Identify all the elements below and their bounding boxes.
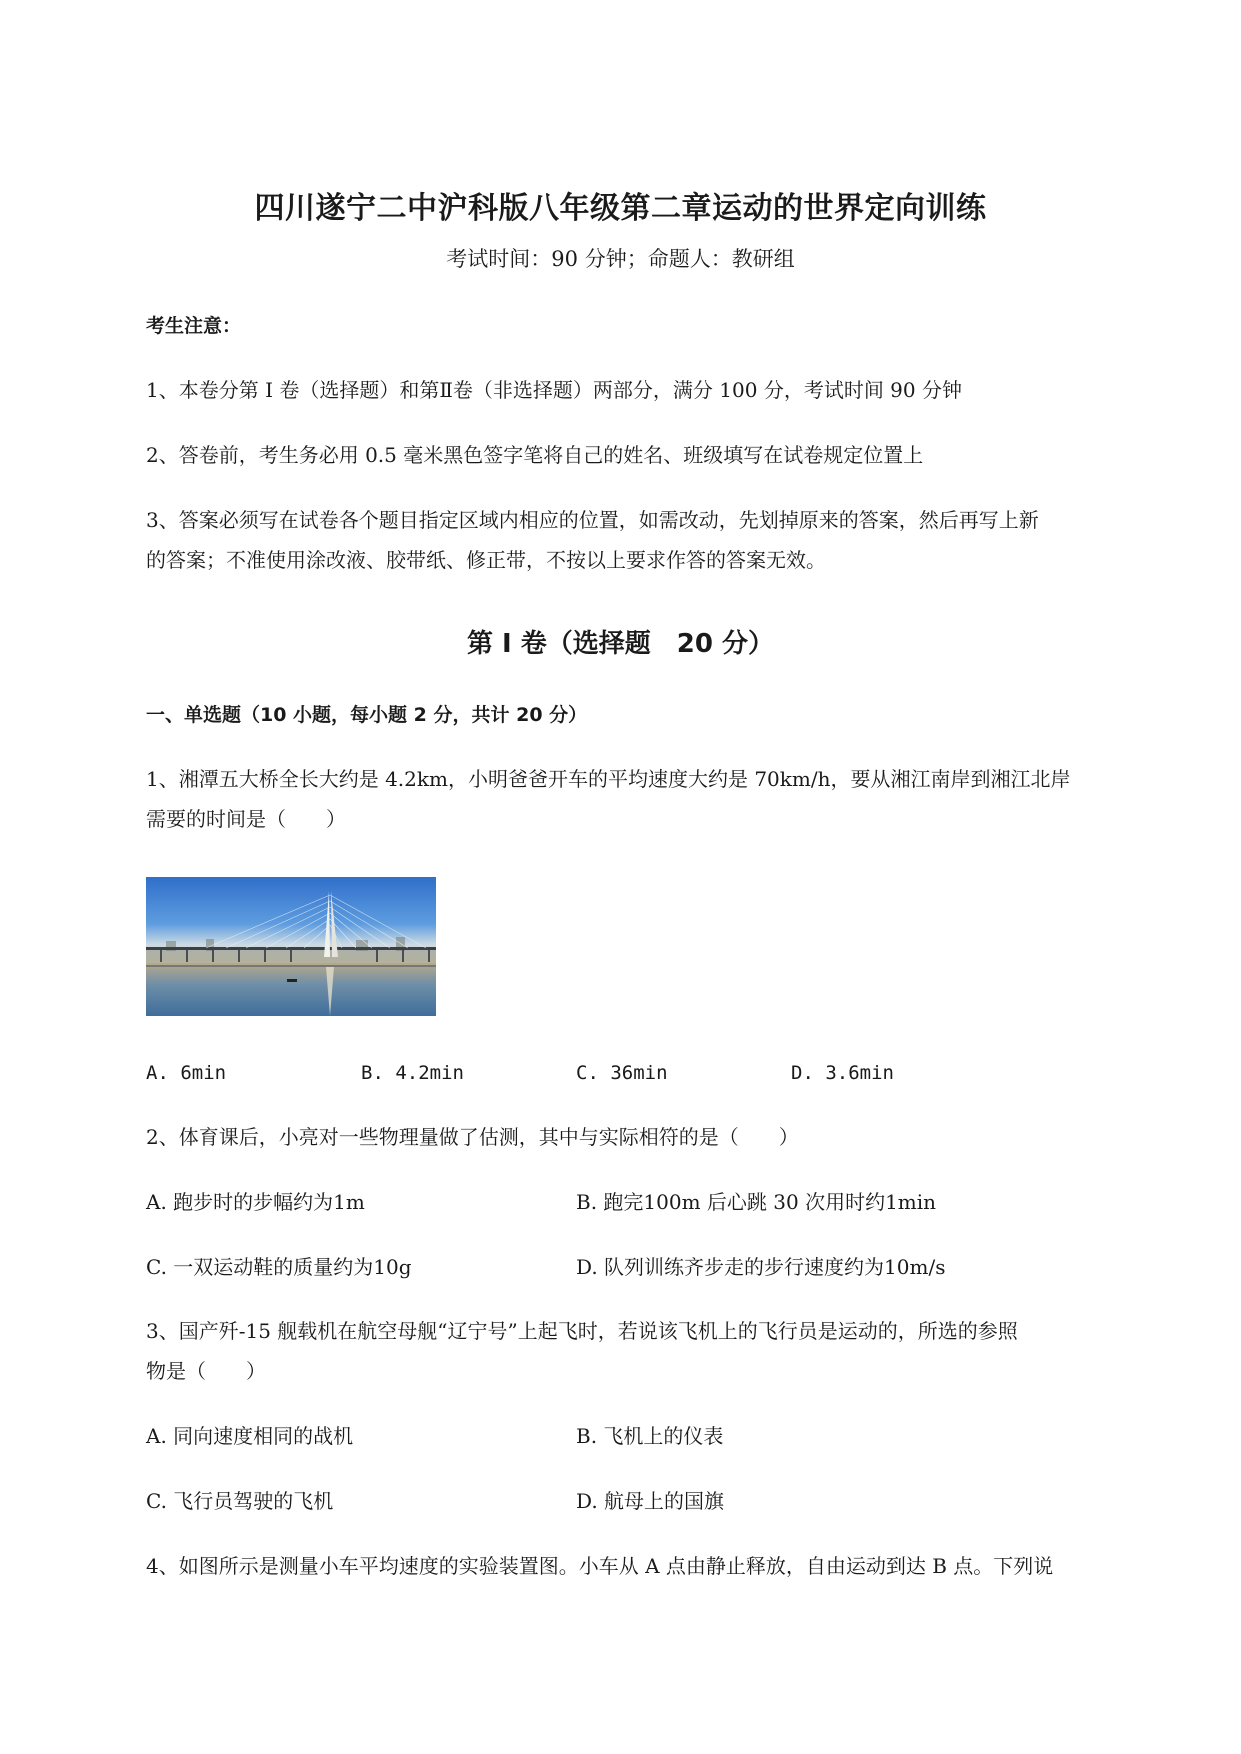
question-4-line-1: 4、如图所示是测量小车平均速度的实验装置图。小车从 A 点由静止释放，自由运动到达 B 点。下列说: [146, 1554, 1054, 1578]
question-3-option-b: B. 飞机上的仪表: [576, 1424, 724, 1448]
question-2-stem: 2、体育课后，小亮对一些物理量做了估测，其中与实际相符的是（ ）: [146, 1125, 799, 1149]
question-3-line-1: 3、国产歼-15 舰载机在航空母舰“辽宁号”上起飞时，若说该飞机上的飞行员是运动的，所选的参照: [146, 1319, 1018, 1343]
question-1-option-b: B. 4.2min: [361, 1062, 464, 1084]
page-title: 四川遂宁二中沪科版八年级第二章运动的世界定向训练: [254, 191, 987, 226]
notice-item-3-line-2: 的答案；不准使用涂改液、胶带纸、修正带，不按以上要求作答的答案无效。: [146, 548, 826, 572]
question-2-option-d: D. 队列训练齐步走的步行速度约为10m/s: [576, 1255, 946, 1279]
question-1-line-2: 需要的时间是（ ）: [146, 807, 346, 831]
notice-item-2: 2、答卷前，考生务必用 0.5 毫米黑色签字笔将自己的姓名、班级填写在试卷规定位置上: [146, 443, 924, 467]
question-3-option-d: D. 航母上的国旗: [576, 1489, 725, 1513]
question-2-option-a: A. 跑步时的步幅约为1m: [146, 1190, 365, 1214]
question-1-option-a: A. 6min: [146, 1062, 227, 1084]
notice-item-3-line-1: 3、答案必须写在试卷各个题目指定区域内相应的位置，如需改动，先划掉原来的答案，然后再写上新: [146, 508, 1039, 532]
question-3-option-a: A. 同向速度相同的战机: [146, 1424, 354, 1448]
section-title: 第 I 卷（选择题 20 分）: [466, 629, 774, 659]
question-2-option-b: B. 跑完100m 后心跳 30 次用时约1min: [576, 1190, 937, 1214]
exam-info: 考试时间：90 分钟；命题人：教研组: [446, 247, 795, 271]
bridge-photo: [146, 877, 436, 1016]
question-3-option-c: C. 飞行员驾驶的飞机: [146, 1489, 334, 1513]
notice-heading: 考生注意：: [146, 315, 242, 337]
question-1-option-c: C. 36min: [576, 1062, 668, 1084]
question-1-option-d: D. 3.6min: [791, 1062, 894, 1084]
question-1-line-1: 1、湘潭五大桥全长大约是 4.2km，小明爸爸开车的平均速度大约是 70km/h，要从湘江南岸到湘江北岸: [146, 767, 1071, 791]
part-heading: 一、单选题（10 小题，每小题 2 分，共计 20 分）: [146, 704, 588, 726]
question-3-line-2: 物是（ ）: [146, 1359, 266, 1383]
question-2-option-c: C. 一双运动鞋的质量约为10g: [146, 1255, 412, 1279]
notice-item-1: 1、本卷分第 I 卷（选择题）和第Ⅱ卷（非选择题）两部分，满分 100 分，考试时间 90 分钟: [146, 378, 962, 402]
